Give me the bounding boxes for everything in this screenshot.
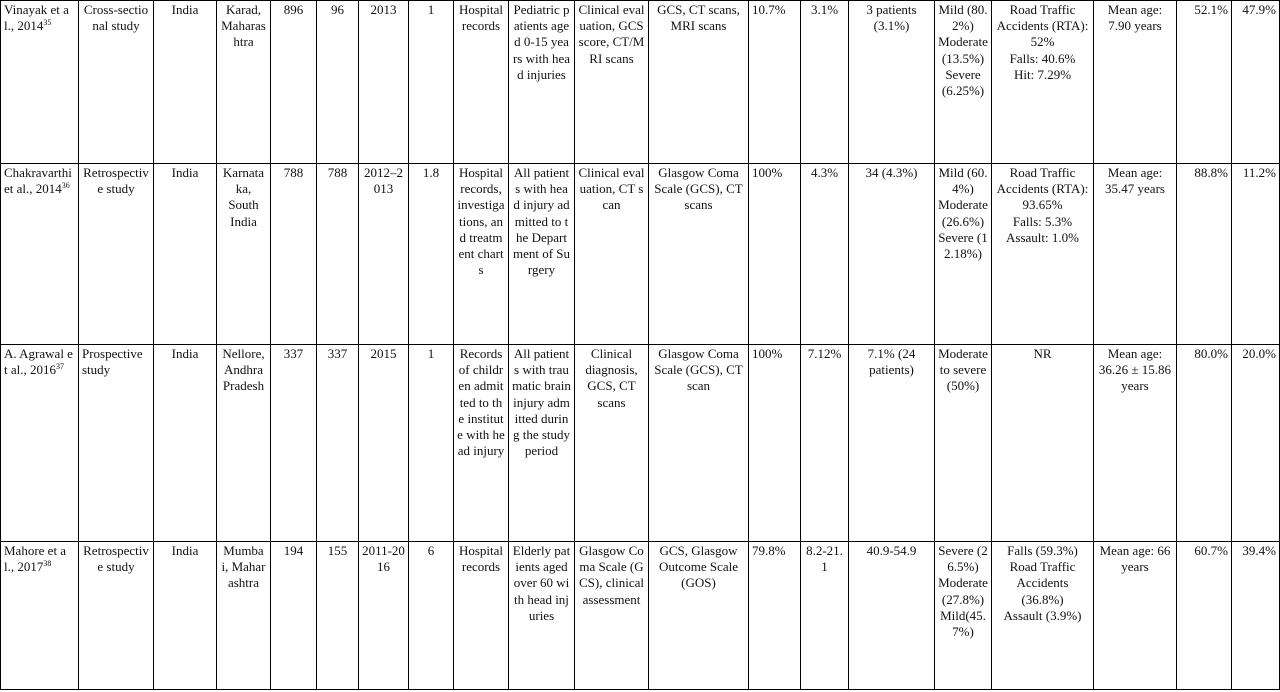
cause-item: Road Traffic Accidents (RTA): 93.65%: [996, 165, 1089, 213]
severity-item: Moderate (26.6%): [938, 197, 988, 229]
assessment-cell: Clinical evaluation, CT scan: [575, 164, 649, 345]
sample-cell: 788: [271, 164, 317, 345]
severity-cell: [935, 1, 992, 164]
study-cell: A. Agrawal et al., 2016$^{37}$: [1, 345, 79, 542]
age-cell: Mean age: 7.90 years: [1094, 1, 1177, 164]
severity-cell: [935, 345, 992, 542]
design-cell: Retrospective study: [79, 164, 154, 345]
cause-item: Road Traffic Accidents (RTA): 52%: [996, 2, 1089, 50]
population-cell: Pediatric patients aged 0-15 years with head injuries: [509, 1, 575, 164]
severity-item: Moderate (13.5%): [938, 34, 988, 66]
age-cell: Mean age: 36.26 ± 15.86 years: [1094, 345, 1177, 542]
duration-cell: 1.8: [409, 164, 454, 345]
population-cell: Elderly patients aged over 60 with head injuries: [509, 542, 575, 690]
cause-item: Assault: 1.0%: [1006, 229, 1079, 245]
table-row: [1, 1, 1280, 164]
assessment-cell: Glasgow Coma Scale (GCS), clinical assessment: [575, 542, 649, 690]
mortality-cell: 3.1%: [801, 1, 849, 164]
causes-cell: [992, 345, 1094, 542]
population-cell: All patients with traumatic brain injury admitted during the study period: [509, 345, 575, 542]
female-cell: 39.4%: [1232, 542, 1280, 690]
cases-cell: 155: [317, 542, 359, 690]
severity-item: Severe (26.5%): [938, 543, 988, 575]
female-cell: 20.0%: [1232, 345, 1280, 542]
country-cell: India: [154, 542, 217, 690]
tools-cell: GCS, CT scans, MRI scans: [649, 1, 749, 164]
table-row: [1, 345, 1280, 542]
assessment-cell: Clinical evaluation, GCS score, CT/MRI scans: [575, 1, 649, 164]
source-cell: Hospital records: [454, 542, 509, 690]
age-cell: Mean age: 66 years: [1094, 542, 1177, 690]
severity-item: Mild (80.2%): [938, 2, 988, 34]
study-cell: Mahore et al., 2017$^{38}$: [1, 542, 79, 690]
cause-item: Falls: 40.6%: [1009, 50, 1076, 66]
duration-cell: 6: [409, 542, 454, 690]
table-row: [1, 542, 1280, 690]
cause-item: Hit: 7.29%: [1013, 66, 1072, 82]
severity-item: Severe (12.18%): [938, 229, 988, 262]
study-cell: Chakravarthi et al., 2014$^{36}$: [1, 164, 79, 345]
region-cell: Karnataka, South India: [217, 164, 271, 345]
male-cell: 80.0%: [1177, 345, 1232, 542]
study-cell: Vinayak et al., 2014$^{35}$: [1, 1, 79, 164]
source-cell: Hospital records, investigations, and treatment charts: [454, 164, 509, 345]
percent-cell: 79.8%: [749, 542, 801, 690]
region-cell: Mumbai, Maharashtra: [217, 542, 271, 690]
causes-cell: [992, 542, 1094, 690]
male-cell: 60.7%: [1177, 542, 1232, 690]
severity-item: Mild (60.4%): [938, 165, 988, 197]
region-cell: Karad, Maharashtra: [217, 1, 271, 164]
source-cell: Records of children admitted to the institute with head injury: [454, 345, 509, 542]
percent-cell: 100%: [749, 345, 801, 542]
severity-item: Moderate to severe (50%): [938, 346, 988, 394]
cause-item: Assault (3.9%): [1003, 607, 1082, 623]
source-cell: Hospital records: [454, 1, 509, 164]
cause-item: NR: [1033, 346, 1052, 361]
sample-cell: 337: [271, 345, 317, 542]
assessment-cell: Clinical diagnosis, GCS, CT scans: [575, 345, 649, 542]
causes-cell: [992, 1, 1094, 164]
country-cell: India: [154, 345, 217, 542]
age-cell: Mean age: 35.47 years: [1094, 164, 1177, 345]
period-cell: 2012–2013: [359, 164, 409, 345]
cases-cell: 96: [317, 1, 359, 164]
country-cell: India: [154, 1, 217, 164]
cause-item: Road Traffic Accidents (36.8%): [1009, 559, 1076, 607]
tools-cell: Glasgow Coma Scale (GCS), CT scans: [649, 164, 749, 345]
causes-cell: [992, 164, 1094, 345]
cases-cell: 337: [317, 345, 359, 542]
population-cell: All patients with head injury admitted to the Department of Surgery: [509, 164, 575, 345]
design-cell: Prospective study: [79, 345, 154, 542]
country-cell: India: [154, 164, 217, 345]
severity-item: Severe (6.25%): [941, 66, 985, 99]
sample-cell: 896: [271, 1, 317, 164]
severity-item: Mild(45.7%): [940, 607, 986, 640]
mortality-cell: 4.3%: [801, 164, 849, 345]
design-cell: Retrospective study: [79, 542, 154, 690]
duration-cell: 1: [409, 1, 454, 164]
design-cell: Cross-sectional study: [79, 1, 154, 164]
cause-item: Falls (59.3%): [1007, 543, 1078, 558]
period-cell: 2013: [359, 1, 409, 164]
duration-cell: 1: [409, 345, 454, 542]
region-cell: Nellore, Andhra Pradesh: [217, 345, 271, 542]
cause-item: Falls: 5.3%: [1012, 213, 1073, 229]
male-cell: 52.1%: [1177, 1, 1232, 164]
period-cell: 2015: [359, 345, 409, 542]
deaths-cell: 34 (4.3%): [849, 164, 935, 345]
severity-cell: [935, 164, 992, 345]
percent-cell: 10.7%: [749, 1, 801, 164]
cases-cell: 788: [317, 164, 359, 345]
female-cell: 47.9%: [1232, 1, 1280, 164]
deaths-cell: 7.1% (24 patients): [849, 345, 935, 542]
severity-cell: [935, 542, 992, 690]
female-cell: 11.2%: [1232, 164, 1280, 345]
percent-cell: 100%: [749, 164, 801, 345]
tools-cell: GCS, Glasgow Outcome Scale (GOS): [649, 542, 749, 690]
deaths-cell: 40.9-54.9: [849, 542, 935, 690]
sample-cell: 194: [271, 542, 317, 690]
severity-item: Moderate (27.8%): [938, 575, 988, 607]
tools-cell: Glasgow Coma Scale (GCS), CT scan: [649, 345, 749, 542]
table-row: [1, 164, 1280, 345]
mortality-cell: 8.2-21.1: [801, 542, 849, 690]
table-body: [1, 1, 1280, 690]
deaths-cell: 3 patients (3.1%): [849, 1, 935, 164]
mortality-cell: 7.12%: [801, 345, 849, 542]
male-cell: 88.8%: [1177, 164, 1232, 345]
period-cell: 2011-2016: [359, 542, 409, 690]
